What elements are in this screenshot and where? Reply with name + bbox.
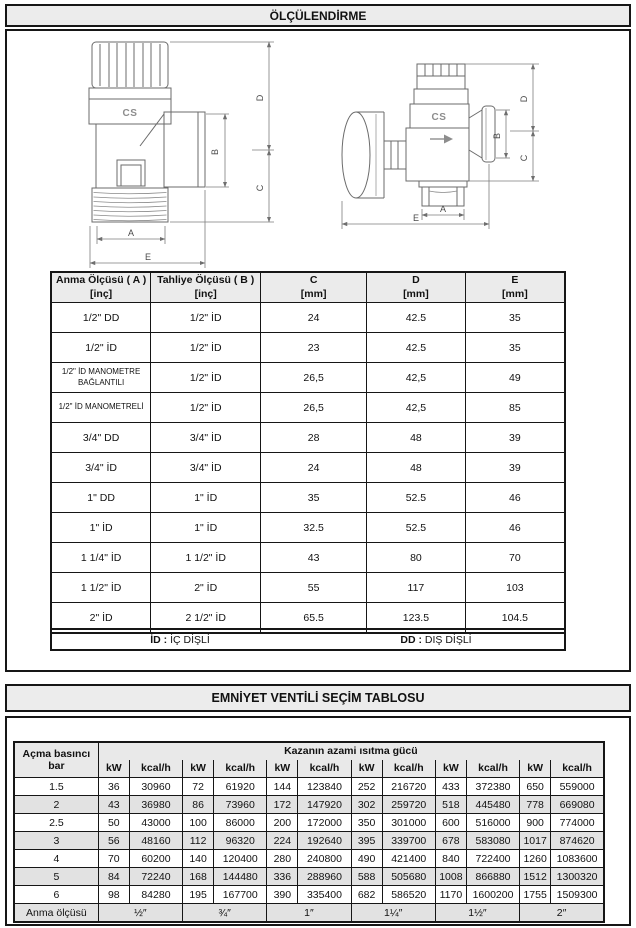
valve-threaded-end (92, 188, 168, 222)
kcalh-cell: 240800 (298, 850, 351, 868)
cell-tahliye: 1" İD (151, 513, 261, 543)
kcalh-cell: 372380 (466, 778, 519, 796)
kw-cell: 1755 (520, 886, 551, 904)
legend-id-key: İD : (150, 633, 168, 646)
kcalh-cell: 84280 (129, 886, 182, 904)
kw-cell: 1170 (435, 886, 466, 904)
kw-cell: 336 (267, 868, 298, 886)
kcalh-cell: 421400 (382, 850, 435, 868)
kw-cell: 144 (267, 778, 298, 796)
dimension-row (51, 543, 565, 573)
dim-label-d: D (255, 94, 265, 102)
kcalh-cell: 516000 (466, 814, 519, 832)
kcalh-cell: 559000 (551, 778, 604, 796)
cell-d: 117 (367, 573, 466, 603)
kcalh-cell: 123840 (298, 778, 351, 796)
cell-anma: 3/4" DD (51, 423, 151, 453)
valve-manometer-drawing (332, 56, 547, 236)
kw-cell: 1017 (520, 832, 551, 850)
kw-cell: 98 (98, 886, 129, 904)
valve-body (96, 114, 164, 188)
dim-label-b: B (492, 132, 502, 140)
cell-e: 46 (465, 483, 565, 513)
cell-d: 42,5 (367, 393, 466, 423)
kcalh-cell: 259720 (382, 796, 435, 814)
section2-title: EMNİYET VENTİLİ SEÇİM TABLOSU (211, 691, 425, 705)
pressure-cell: 1.5 (14, 778, 98, 796)
cell-c: 65.5 (261, 603, 367, 634)
kw-cell: 172 (267, 796, 298, 814)
dim-label-e: E (412, 213, 420, 223)
dim-label-a: A (439, 204, 447, 214)
kcalh-cell: 445480 (466, 796, 519, 814)
cell-d: 52.5 (367, 513, 466, 543)
cell-e: 104.5 (465, 603, 565, 634)
unit-kcalh: kcal/h (551, 760, 604, 778)
kcalh-cell: 172000 (298, 814, 351, 832)
cell-d: 123.5 (367, 603, 466, 634)
gauge-connector (384, 141, 406, 169)
kw-cell: 1008 (435, 868, 466, 886)
dimension-row (51, 333, 565, 363)
cell-c: 35 (261, 483, 367, 513)
section2-titlebar (5, 684, 631, 712)
size-cell: ¾″ (183, 904, 267, 923)
section2-box (5, 716, 631, 926)
unit-kw: kW (183, 760, 214, 778)
cell-anma: 2" İD (51, 603, 151, 634)
cell-c: 23 (261, 333, 367, 363)
kcalh-cell: 120400 (214, 850, 267, 868)
kw-cell: 72 (183, 778, 214, 796)
dimension-row (51, 483, 565, 513)
selection-row (14, 850, 604, 868)
kcalh-cell: 874620 (551, 832, 604, 850)
cell-e: 46 (465, 513, 565, 543)
kw-cell: 252 (351, 778, 382, 796)
kw-cell: 224 (267, 832, 298, 850)
dimension-row (51, 363, 565, 393)
kw-cell: 43 (98, 796, 129, 814)
size-cell: 1½″ (435, 904, 519, 923)
cell-c: 24 (261, 303, 367, 333)
legend-dd-value: DIŞ DİŞLİ (424, 633, 472, 646)
kw-cell: 350 (351, 814, 382, 832)
dimension-row (51, 573, 565, 603)
kcalh-cell: 505680 (382, 868, 435, 886)
dim-label-c: C (255, 184, 265, 192)
valve-cap (417, 64, 465, 89)
kcalh-cell: 72240 (129, 868, 182, 886)
cs-logo: CS (431, 112, 447, 123)
unit-kw: kW (267, 760, 298, 778)
kcalh-cell: 60200 (129, 850, 182, 868)
cell-tahliye: 1/2" İD (151, 333, 261, 363)
selection-row (14, 886, 604, 904)
pressure-cell: 2 (14, 796, 98, 814)
cell-c: 55 (261, 573, 367, 603)
kw-cell: 36 (98, 778, 129, 796)
cell-c: 26,5 (261, 393, 367, 423)
kcalh-cell: 1509300 (551, 886, 604, 904)
kcalh-cell: 722400 (466, 850, 519, 868)
valve-cap (92, 42, 168, 88)
kcalh-cell: 36980 (129, 796, 182, 814)
kcalh-cell: 30960 (129, 778, 182, 796)
kw-cell: 518 (435, 796, 466, 814)
cell-tahliye: 2 1/2" İD (151, 603, 261, 634)
size-cell: 1″ (267, 904, 351, 923)
cell-d: 42.5 (367, 303, 466, 333)
dim-label-b: B (210, 148, 220, 156)
kcalh-cell: 1083600 (551, 850, 604, 868)
header-line1: Tahliye Ölçüsü ( B ) (157, 274, 255, 286)
valve-inlet-port (419, 181, 467, 206)
size-cell: ½″ (98, 904, 182, 923)
kw-cell: 490 (351, 850, 382, 868)
cell-e: 49 (465, 363, 565, 393)
kw-cell: 56 (98, 832, 129, 850)
kw-cell: 100 (183, 814, 214, 832)
kw-cell: 280 (267, 850, 298, 868)
pressure-cell: 3 (14, 832, 98, 850)
cell-e: 35 (465, 303, 565, 333)
cell-d: 48 (367, 423, 466, 453)
header-line2: [inç] (194, 287, 217, 300)
kcalh-cell: 167700 (214, 886, 267, 904)
pressure-cell: 6 (14, 886, 98, 904)
legend-id-value: İÇ DİŞLİ (170, 633, 210, 646)
header-tahliye-olcusu (151, 272, 261, 303)
cell-e: 39 (465, 423, 565, 453)
unit-kcalh: kcal/h (214, 760, 267, 778)
kw-cell: 140 (183, 850, 214, 868)
cell-anma: 1/2" İD MANOMETRELİ (51, 393, 151, 423)
kw-cell: 70 (98, 850, 129, 868)
selection-row (14, 778, 604, 796)
dimension-row (51, 393, 565, 423)
cell-anma: 1/2" DD (51, 303, 151, 333)
cell-anma: 1" DD (51, 483, 151, 513)
cell-tahliye: 1" İD (151, 483, 261, 513)
kcalh-cell: 96320 (214, 832, 267, 850)
section1-title: ÖLÇÜLENDİRME (269, 8, 367, 23)
pressure-cell: 2.5 (14, 814, 98, 832)
dimension-row (51, 453, 565, 483)
dimension-header-row (51, 272, 565, 303)
kw-cell: 588 (351, 868, 382, 886)
cell-anma: 3/4" İD (51, 453, 151, 483)
kw-cell: 678 (435, 832, 466, 850)
dim-label-c: C (519, 154, 529, 162)
manometer-gauge (342, 112, 384, 198)
header-line1: Anma Ölçüsü ( A ) (55, 274, 147, 286)
cell-c: 24 (261, 453, 367, 483)
cell-d: 42.5 (367, 333, 466, 363)
kw-cell: 395 (351, 832, 382, 850)
cell-c: 28 (261, 423, 367, 453)
header-line1: C (309, 274, 318, 286)
header-kazan-gucu: Kazanın azami ısıtma gücü (98, 742, 604, 760)
kcalh-cell: 147920 (298, 796, 351, 814)
kw-cell: 50 (98, 814, 129, 832)
kw-cell: 195 (183, 886, 214, 904)
valve-outlet-port (164, 112, 205, 187)
kcalh-cell: 774000 (551, 814, 604, 832)
header-d (367, 272, 466, 303)
kcalh-cell: 43000 (129, 814, 182, 832)
cell-d: 80 (367, 543, 466, 573)
cell-anma: 1/2" İD MANOMETRE BAĞLANTILI (51, 363, 151, 393)
cell-d: 48 (367, 453, 466, 483)
header-line2: [inç] (90, 287, 113, 300)
kw-cell: 682 (351, 886, 382, 904)
unit-kcalh: kcal/h (382, 760, 435, 778)
cell-e: 35 (465, 333, 565, 363)
valve-body (406, 128, 469, 181)
selection-row (14, 868, 604, 886)
size-row-label: Anma ölçüsü (14, 904, 98, 923)
kcalh-cell: 301000 (382, 814, 435, 832)
cell-anma: 1/2" İD (51, 333, 151, 363)
kcalh-cell: 1300320 (551, 868, 604, 886)
header-line1: Açma basıncı (22, 747, 91, 760)
size-cell: 1¼″ (351, 904, 435, 923)
kcalh-cell: 583080 (466, 832, 519, 850)
cell-e: 39 (465, 453, 565, 483)
unit-kcalh: kcal/h (466, 760, 519, 778)
unit-kcalh: kcal/h (298, 760, 351, 778)
dimension-lines (90, 42, 274, 268)
kcalh-cell: 192640 (298, 832, 351, 850)
kcalh-cell: 1600200 (466, 886, 519, 904)
kcalh-cell: 216720 (382, 778, 435, 796)
cell-e: 85 (465, 393, 565, 423)
unit-kcalh: kcal/h (129, 760, 182, 778)
cell-tahliye: 3/4" İD (151, 423, 261, 453)
unit-kw: kW (98, 760, 129, 778)
cell-d: 52.5 (367, 483, 466, 513)
cell-tahliye: 3/4" İD (151, 453, 261, 483)
kcalh-cell: 339700 (382, 832, 435, 850)
cell-e: 70 (465, 543, 565, 573)
dim-label-e: E (144, 252, 152, 262)
kcalh-cell: 586520 (382, 886, 435, 904)
header-anma-olcusu (51, 272, 151, 303)
header-line2: [mm] (502, 287, 528, 300)
header-line1: D (412, 274, 420, 286)
cell-c: 43 (261, 543, 367, 573)
cell-d: 42,5 (367, 363, 466, 393)
header-line2: bar (48, 760, 65, 772)
header-c (261, 272, 367, 303)
selection-row (14, 832, 604, 850)
cell-c: 32.5 (261, 513, 367, 543)
legend-dd-key: DD : (400, 633, 422, 646)
kw-cell: 84 (98, 868, 129, 886)
cell-anma: 1 1/4" İD (51, 543, 151, 573)
flow-arrow-icon (430, 135, 453, 144)
kw-cell: 900 (520, 814, 551, 832)
kw-cell: 650 (520, 778, 551, 796)
kw-cell: 1260 (520, 850, 551, 868)
dimension-row (51, 423, 565, 453)
selection-units-row (14, 760, 604, 778)
kw-cell: 112 (183, 832, 214, 850)
kcalh-cell: 288960 (298, 868, 351, 886)
legend-dd (308, 634, 564, 646)
header-acma-basinci (14, 742, 98, 778)
cell-tahliye: 1/2" İD (151, 303, 261, 333)
kcalh-cell: 73960 (214, 796, 267, 814)
kcalh-cell: 144480 (214, 868, 267, 886)
selection-row (14, 814, 604, 832)
nominal-size-row (14, 904, 604, 923)
cell-anma: 1 1/2" İD (51, 573, 151, 603)
kw-cell: 778 (520, 796, 551, 814)
kw-cell: 840 (435, 850, 466, 868)
kcalh-cell: 669080 (551, 796, 604, 814)
valve-front-drawing (82, 38, 282, 273)
kw-cell: 433 (435, 778, 466, 796)
kw-cell: 200 (267, 814, 298, 832)
dimension-table (50, 271, 566, 634)
dimension-row (51, 303, 565, 333)
dim-label-d: D (519, 95, 529, 103)
cell-tahliye: 1 1/2" İD (151, 543, 261, 573)
kw-cell: 1512 (520, 868, 551, 886)
selection-row (14, 796, 604, 814)
thread-legend (50, 628, 566, 651)
selection-header-row (14, 742, 604, 760)
dim-label-a: A (127, 228, 135, 238)
kcalh-cell: 86000 (214, 814, 267, 832)
kw-cell: 86 (183, 796, 214, 814)
kcalh-cell: 61920 (214, 778, 267, 796)
kw-cell: 600 (435, 814, 466, 832)
cs-logo: CS (122, 108, 138, 119)
header-line1: E (511, 274, 519, 286)
pressure-cell: 4 (14, 850, 98, 868)
kw-cell: 302 (351, 796, 382, 814)
unit-kw: kW (351, 760, 382, 778)
header-line2: [mm] (300, 287, 327, 300)
section1-titlebar (5, 4, 631, 27)
cell-tahliye: 1/2" İD (151, 363, 261, 393)
pressure-cell: 5 (14, 868, 98, 886)
section1-box (5, 29, 631, 672)
kcalh-cell: 866880 (466, 868, 519, 886)
kcalh-cell: 335400 (298, 886, 351, 904)
size-cell: 2″ (520, 904, 604, 923)
unit-kw: kW (435, 760, 466, 778)
selection-table (13, 741, 605, 923)
kw-cell: 390 (267, 886, 298, 904)
cell-tahliye: 2" İD (151, 573, 261, 603)
kcalh-cell: 48160 (129, 832, 182, 850)
kw-cell: 168 (183, 868, 214, 886)
cell-anma: 1" İD (51, 513, 151, 543)
cell-c: 26,5 (261, 363, 367, 393)
dimension-row (51, 513, 565, 543)
cell-e: 103 (465, 573, 565, 603)
legend-id (52, 634, 308, 646)
cell-tahliye: 1/2" İD (151, 393, 261, 423)
header-e (465, 272, 565, 303)
header-line2: [mm] (403, 287, 429, 300)
unit-kw: kW (520, 760, 551, 778)
